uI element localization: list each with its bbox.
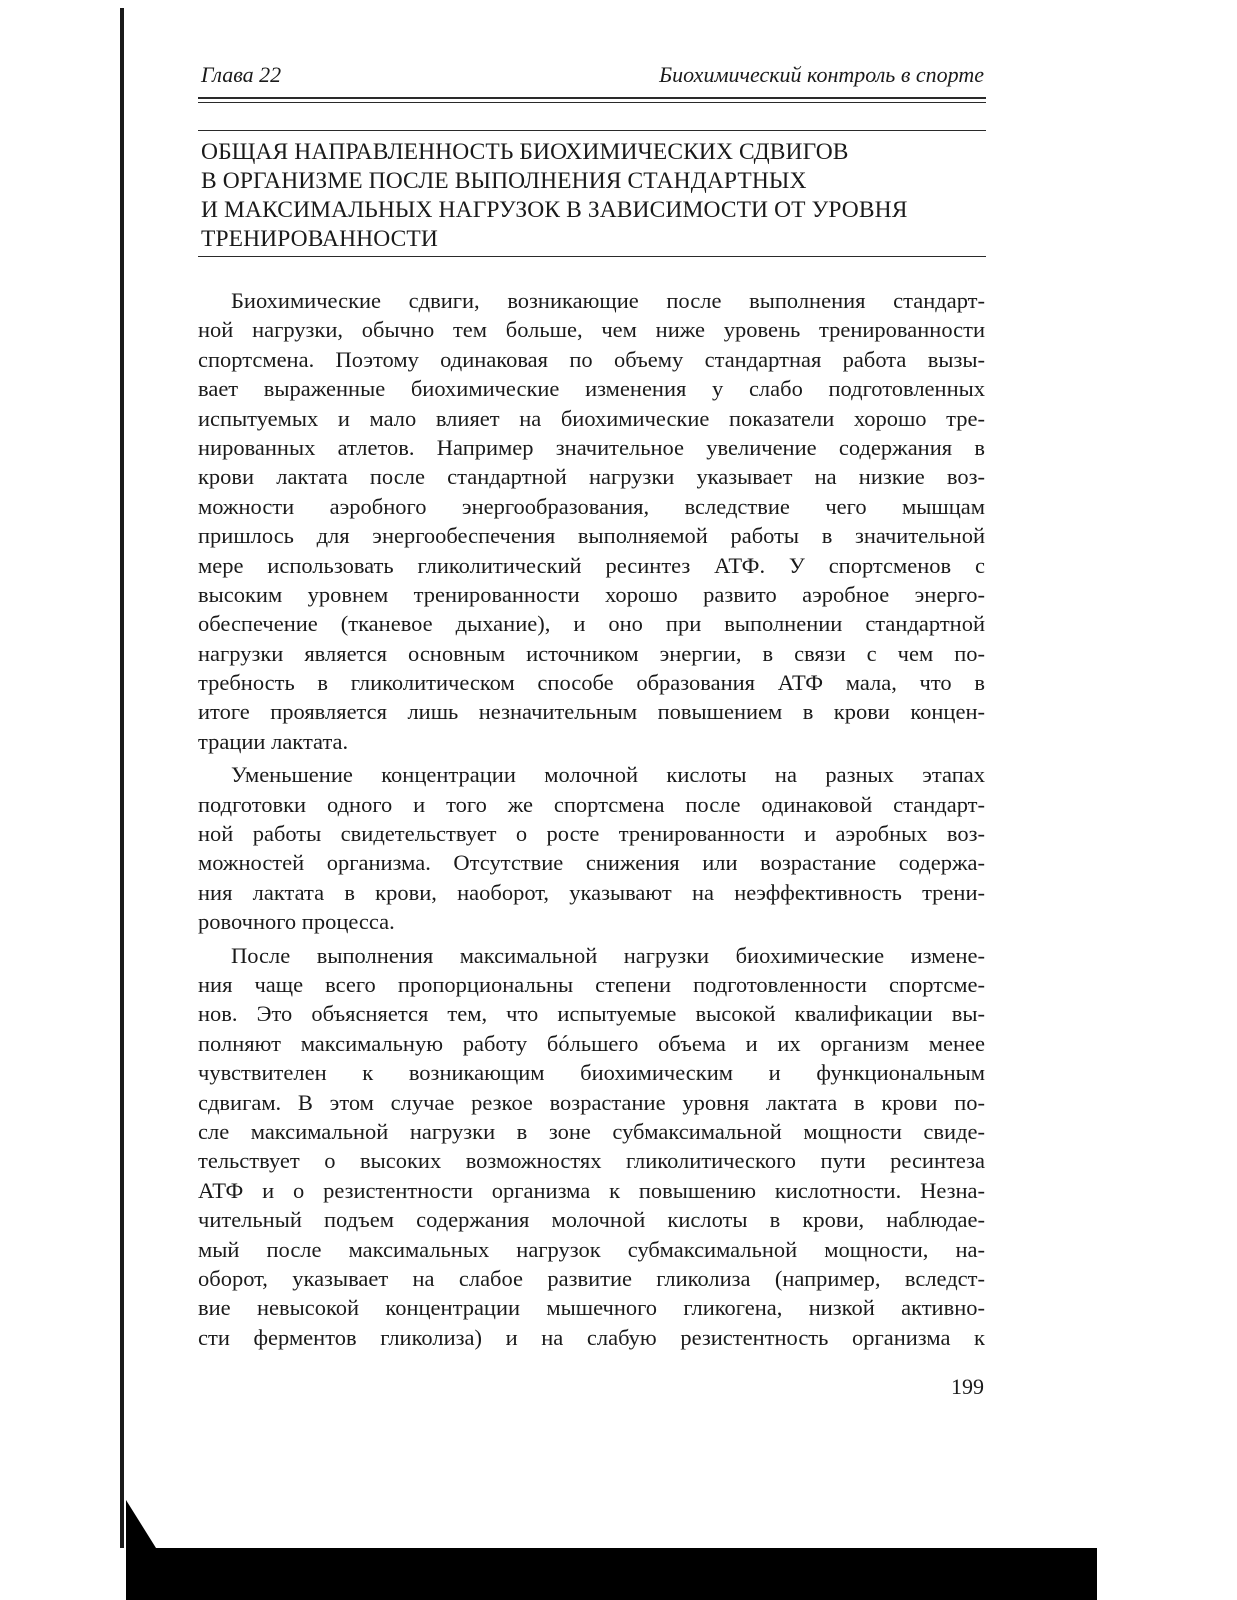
text-line: сле максимальной нагрузки в зоне субмаксимальной мощности свиде- xyxy=(198,1118,985,1144)
text-line: спортсмена. Поэтому одинаковая по объему стандартная работа вызы- xyxy=(198,346,985,372)
paragraph xyxy=(198,286,985,756)
text-line: Уменьшение концентрации молочной кислоты на разных этапах xyxy=(231,762,985,788)
body-text xyxy=(198,286,985,1356)
text-line: ной работы свидетельствует о росте тренированности и аэробных воз- xyxy=(198,821,985,847)
text-line: оборот, указывает на слабое развитие гликолиза (например, вследст- xyxy=(198,1265,985,1291)
text-line: обеспечение (тканевое дыхание), и оно при выполнении стандартной xyxy=(198,611,985,637)
text-line: нагрузки является основным источником энергии, в связи с чем по- xyxy=(198,640,985,666)
text-line: мый после максимальных нагрузок субмаксимальной мощности, на- xyxy=(198,1236,985,1262)
page-number: 199 xyxy=(951,1374,984,1399)
page-corner-shadow xyxy=(126,1500,156,1548)
text-line: требность в гликолитическом способе образования АТФ мала, что в xyxy=(198,670,985,696)
scan-bottom-shadow xyxy=(126,1548,1097,1600)
text-line: трации лактата. xyxy=(198,728,349,754)
text-line: ния лактата в крови, наоборот, указывают на неэффективность трени- xyxy=(198,879,985,905)
heading-line: В ОРГАНИЗМЕ ПОСЛЕ ВЫПОЛНЕНИЯ СТАНДАРТНЫХ xyxy=(201,168,807,194)
text-line: итоге проявляется лишь незначительным повышением в крови концен- xyxy=(198,699,985,725)
text-line: подготовки одного и того же спортсмена после одинаковой стандарт- xyxy=(198,791,985,817)
text-line: чувствителен к возникающим биохимическим и функциональным xyxy=(198,1060,985,1086)
text-line: АТФ и о резистентности организма к повышению кислотности. Незна- xyxy=(198,1177,985,1203)
text-line: вие невысокой концентрации мышечного гликогена, низкой активно- xyxy=(198,1295,985,1321)
page-binding-edge xyxy=(120,8,124,1548)
text-line: испытуемых и мало влияет на биохимические показатели хорошо тре- xyxy=(198,405,985,431)
text-line: нированных атлетов. Например значительное увеличение содержания в xyxy=(198,434,985,460)
text-line: можностей организма. Отсутствие снижения или возрастание содержа- xyxy=(198,850,985,876)
text-line: сдвигам. В этом случае резкое возрастание уровня лактата в крови по- xyxy=(198,1089,985,1115)
heading-line: И МАКСИМАЛЬНЫХ НАГРУЗОК В ЗАВИСИМОСТИ ОТ УРОВНЯ xyxy=(201,197,908,223)
text-line: ной нагрузки, обычно тем больше, чем ниже уровень тренированности xyxy=(198,317,985,343)
text-line: Биохимические сдвиги, возникающие после выполнения стандарт- xyxy=(231,288,985,313)
section-title: Биохимический контроль в спорте xyxy=(659,62,984,87)
text-line: сти ферментов гликолиза) и на слабую резистентность организма к xyxy=(198,1324,985,1350)
text-line: можности аэробного энергообразования, вследствие чего мышцам xyxy=(198,493,985,519)
text-line: мере использовать гликолитический ресинтез АТФ. У спортсменов с xyxy=(198,552,985,578)
section-heading xyxy=(201,138,985,254)
text-line: нов. Это объясняется тем, что испытуемые высокой квалификации вы- xyxy=(198,1001,985,1027)
text-line: полняют максимальную работу бóльшего объема и их организм менее xyxy=(198,1030,985,1056)
paragraph xyxy=(198,760,985,936)
text-line: высоким уровнем тренированности хорошо развито аэробное энерго- xyxy=(198,581,985,607)
heading-rule-bottom xyxy=(198,256,986,257)
heading-rule-top xyxy=(198,130,986,131)
text-line: пришлось для энергообеспечения выполняемой работы в значительной xyxy=(198,523,985,549)
header-rule-top xyxy=(198,97,986,99)
text-line: чительный подъем содержания молочной кислоты в крови, наблюдае- xyxy=(198,1207,985,1233)
text-line: вает выраженные биохимические изменения у слабо подготовленных xyxy=(198,376,985,402)
header-rule-bottom xyxy=(198,102,986,103)
heading-line: ОБЩАЯ НАПРАВЛЕННОСТЬ БИОХИМИЧЕСКИХ СДВИГОВ xyxy=(201,139,849,165)
running-header xyxy=(201,62,984,94)
text-line: ровочного процесса. xyxy=(198,909,395,935)
text-line: тельствует о высоких возможностях гликолитического пути ресинтеза xyxy=(198,1148,985,1174)
text-line: крови лактата после стандартной нагрузки указывает на низкие воз- xyxy=(198,464,985,490)
text-line: После выполнения максимальной нагрузки биохимические измене- xyxy=(231,942,985,968)
text-line: ния чаще всего пропорциональны степени подготовленности спортсме- xyxy=(198,971,985,997)
chapter-label: Глава 22 xyxy=(201,62,282,87)
paragraph xyxy=(198,941,985,1352)
heading-line: ТРЕНИРОВАННОСТИ xyxy=(201,226,438,252)
